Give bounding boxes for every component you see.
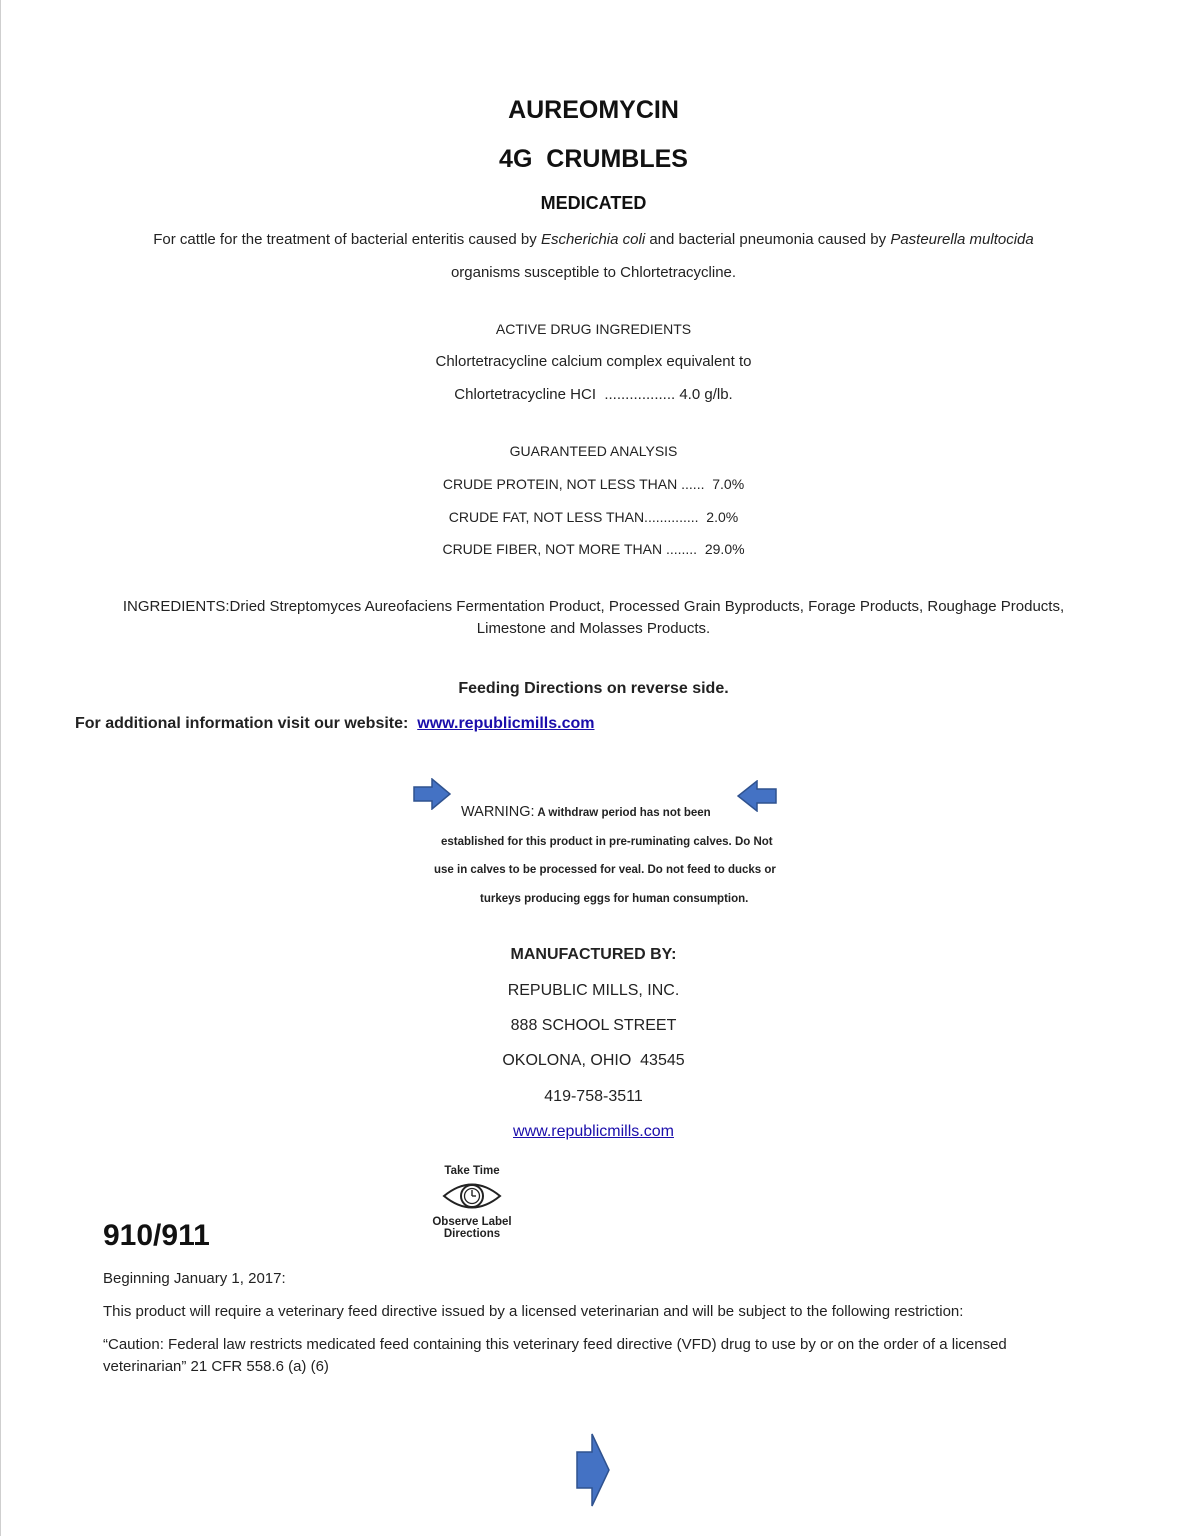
indication-prefix: For cattle for the treatment of bacterial enteritis caused by: [153, 231, 541, 248]
vfd-line-2: This product will require a veterinary feed directive issued by a licensed veterinarian and will be subject to the following restriction:: [103, 1303, 964, 1320]
analysis-row-fat: CRUDE FAT, NOT LESS THAN.............. 2.0%: [448, 509, 739, 525]
website-label: For additional information visit our website:: [75, 715, 409, 732]
guaranteed-analysis-heading: GUARANTEED ANALYSIS: [509, 443, 678, 459]
logo-bottom-line-2: Directions: [443, 1228, 501, 1240]
warning-line-1: [461, 804, 711, 820]
warning-text-1: A withdraw period has not been: [534, 807, 711, 819]
indication-line-1: [0, 231, 1187, 248]
product-code: 910/911: [103, 1219, 210, 1252]
ingredients-line-1: INGREDIENTS:Dried Streptomyces Aureofaciens Fermentation Product, Processed Grain Byproducts, Forage Products, Roughage Products,: [122, 598, 1065, 615]
manufacturer-street: 888 SCHOOL STREET: [510, 1017, 677, 1034]
manufacturer-website: [0, 1123, 1187, 1141]
warning-line-4: turkeys producing eggs for human consumption.: [480, 893, 749, 905]
organism-2: Pasteurella multocida: [890, 231, 1034, 248]
manufacturer-website-link[interactable]: www.republicmills.com: [513, 1123, 674, 1140]
manufacturer-city: OKOLONA, OHIO 43545: [502, 1052, 685, 1069]
product-name: 4G CRUMBLES: [499, 145, 688, 173]
manufacturer-name: REPUBLIC MILLS, INC.: [507, 982, 680, 999]
organism-1: Escherichia coli: [540, 231, 646, 248]
analysis-row-protein: CRUDE PROTEIN, NOT LESS THAN ...... 7.0%: [442, 476, 745, 492]
left-arrow-icon: [737, 780, 777, 812]
indication-line-2: organisms susceptible to Chlortetracycline.: [450, 264, 737, 281]
logo-bottom-line-1: Observe Label: [432, 1216, 512, 1228]
vfd-caution-line-1: “Caution: Federal law restricts medicated feed containing this veterinary feed directive (VFD) drug to use by or on the order of a licensed: [103, 1336, 1007, 1353]
eye-clock-icon: [442, 1179, 502, 1213]
logo-top-text: Take Time: [444, 1165, 500, 1177]
manufacturer-phone: 419-758-3511: [544, 1088, 643, 1105]
vfd-line-1: Beginning January 1, 2017:: [103, 1270, 286, 1287]
right-arrow-icon: [413, 778, 451, 810]
next-page-arrow-icon: [575, 1432, 611, 1508]
website-link[interactable]: www.republicmills.com: [417, 715, 595, 732]
ingredients-line-2: Limestone and Molasses Products.: [476, 620, 711, 637]
manufacturer-heading: MANUFACTURED BY:: [510, 946, 677, 963]
warning-line-2: established for this product in pre-ruminating calves. Do Not: [441, 836, 773, 848]
product-type: MEDICATED: [540, 193, 647, 213]
indication-middle: and bacterial pneumonia caused by: [645, 231, 891, 248]
warning-line-3: use in calves to be processed for veal. Do not feed to ducks or: [434, 864, 776, 876]
analysis-row-fiber: CRUDE FIBER, NOT MORE THAN ........ 29.0%: [442, 541, 745, 557]
active-ingredients-line-2: Chlortetracycline HCI ................. 4.0 g/lb.: [454, 386, 733, 403]
vfd-caution-line-2: veterinarian” 21 CFR 558.6 (a) (6): [103, 1358, 329, 1375]
feeding-directions-note: Feeding Directions on reverse side.: [458, 680, 729, 697]
product-title: AUREOMYCIN: [508, 96, 679, 124]
warning-heading: WARNING:: [461, 804, 535, 820]
website-line: [75, 715, 594, 733]
active-ingredients-line-1: Chlortetracycline calcium complex equivalent to: [435, 353, 752, 370]
logo-bottom-text: [427, 1216, 517, 1240]
active-ingredients-heading: ACTIVE DRUG INGREDIENTS: [495, 321, 692, 337]
